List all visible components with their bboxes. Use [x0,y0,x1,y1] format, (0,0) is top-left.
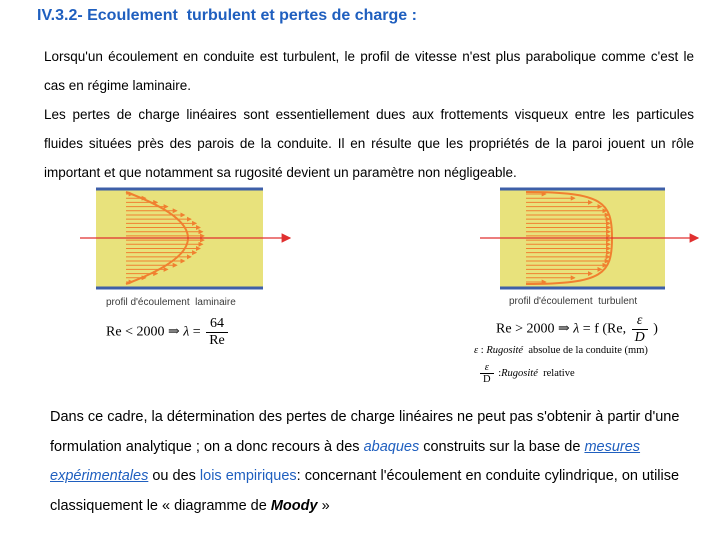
conclusion-paragraph [50,403,680,521]
abaques-term: abaques [363,438,420,455]
relative-roughness-fraction [480,362,494,385]
roughness-term: Rugosité [501,367,538,379]
lois-empiriques-term: lois empiriques [199,468,297,484]
re-symbol: Re [106,324,122,340]
implies-symbol: ⇒ [557,321,570,337]
intro-paragraph-1: Lorsqu'un écoulement en conduite est turbulent, le profil de vitesse n'est plus parabolique comme c'est le cas en régime laminaire. [44,49,694,93]
intro-paragraph-2: Les pertes de charge linéaires sont essentiellement dues aux frottements visqueux entre les particules fluides situées près des parois de la conduite. Il en résulte que les propriétés de la paroi jouent un rôle important et que notamment sa rugosité devient un paramètre non négligeable. [44,107,694,180]
conclusion-text-1: Dans ce cadre, la détermination des pertes de charge linéaires ne peut pas s'obtenir à partir d'une formulation analytique ; on a donc recours à des [50,409,680,455]
conclusion-text-4: : concernant l'écoulement en conduite cylindrique, on utilise classiquement le « diagramme de [50,468,680,514]
conclusion-text-5: » [317,497,330,514]
diameter-denominator: D [483,374,491,385]
epsilon-numerator: ε [632,313,648,330]
lambda-symbol: λ [573,321,580,337]
laminar-profile-figure [80,182,295,294]
mesures-experimentales-link[interactable]: mesures expérimentales [50,438,641,484]
laminar-fraction [206,316,228,349]
lambda-symbol: λ [183,324,190,340]
conclusion-text-2: construits sur la base de [419,438,585,455]
definition-separator: : [498,367,502,379]
moody-term: Moody [270,497,318,514]
relative-roughness-definition [478,362,575,385]
re-symbol: Re [496,321,512,337]
fraction-denominator: Re [209,333,225,348]
fraction-numerator: 64 [206,316,228,333]
function-open: f (Re, [594,321,627,337]
threshold-value: 2000 [136,324,165,340]
equals-sign: = [192,324,201,340]
equals-sign: = [582,321,591,337]
greater-than-sign: > [515,321,523,337]
relative-roughness-fraction [632,313,648,346]
less-than-sign: < [125,324,133,340]
turbulent-caption: profil d'écoulement turbulent [509,296,638,307]
diameter-denominator: D [634,330,645,345]
function-close: ) [653,321,658,337]
roughness-term: Rugosité [486,345,524,356]
implies-symbol: ⇒ [167,324,180,340]
epsilon-numerator: ε [480,362,494,374]
roughness-description: absolue de la conduite (mm) [528,345,648,356]
definition-separator: : [480,345,484,356]
laminar-formula [106,316,230,349]
epsilon-definition [474,345,648,356]
epsilon-symbol: ε [474,345,479,356]
relative-description: relative [543,367,575,379]
threshold-value: 2000 [526,321,555,337]
conclusion-text-3: ou des [148,468,200,484]
turbulent-profile-figure [478,182,703,294]
laminar-caption: profil d'écoulement laminaire [106,297,236,308]
turbulent-formula [496,313,658,346]
section-title: IV.3.2- Ecoulement turbulent et pertes de charge : [37,7,417,24]
